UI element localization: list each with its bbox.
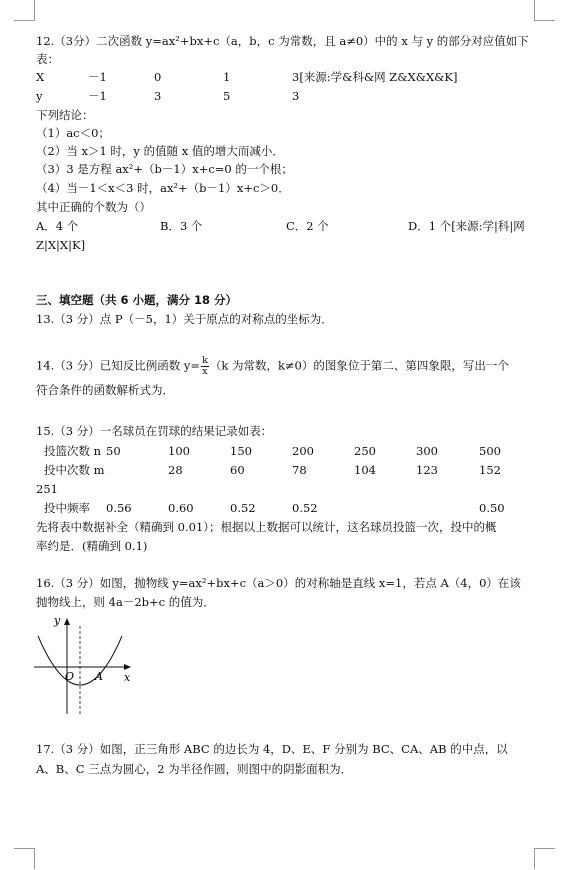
crop-mark-top-left [14, 0, 35, 21]
q12-intro: 下列结论： [36, 108, 94, 122]
q12-line2: 表： [36, 52, 59, 66]
q15-row1-label: 投篮次数 n [44, 444, 102, 458]
q15-line5: 先将表中数据补全（精确到 0.01）；根据以上数据可以统计，这名球员投篮一次，投中的概 [36, 520, 497, 534]
q15-row2-cell: 28 [168, 463, 183, 477]
q15-row1-cell: 150 [230, 444, 252, 458]
fig-label-a: A [95, 670, 103, 683]
fig-label-y: y [54, 614, 61, 627]
q15-row2-cell: 123 [416, 463, 438, 477]
q15-row3-cell: 0.52 [292, 501, 318, 515]
q16-line2: 抛物线上，则 4a－2b+c 的值为． [36, 595, 215, 609]
q15-row2-cell: 60 [230, 463, 245, 477]
crop-mark-bottom-left [14, 848, 35, 869]
q15-row2-wrap: 251 [36, 482, 58, 496]
crop-mark-top-right [534, 0, 555, 21]
q14-pre: 14.（3 分）已知反比例函数 y= [36, 358, 201, 373]
q14-line2: 符合条件的函数解析式为． [36, 383, 174, 397]
x-axis-arrow [124, 664, 131, 670]
q15-row2-cell: 152 [479, 463, 501, 477]
q12-option-a: A．4 个 [36, 219, 79, 233]
q12-conclusion-4: （4）当－1＜x＜3 时，ax²+（b－1）x+c＞0． [36, 181, 290, 195]
q12-ask: 其中正确的个数为（） [36, 200, 151, 214]
section-3-heading: 三、填空题（共 6 小题，满分 18 分） [36, 293, 238, 307]
q12-table-y-cell: 3 [154, 89, 162, 103]
fig-label-x: x [124, 671, 131, 684]
q15-row3-cell: 0.52 [230, 501, 256, 515]
q15-row1-cell: 200 [292, 444, 314, 458]
q15-row3-cell: 0.60 [168, 501, 194, 515]
q15-row2-cell: 104 [354, 463, 376, 477]
q12-option-d: D．1 个[来源:学|科|网 [408, 219, 525, 233]
q14-line1 [36, 356, 509, 377]
q14-fraction-den: x [202, 366, 208, 377]
q15-row2-cell: 78 [292, 463, 307, 477]
q12-table-x-cell: 3[来源:学&科&网 Z&X&X&K] [292, 70, 458, 84]
q12-option-c: C．2 个 [286, 219, 329, 233]
q12-table-x-cell: 0 [154, 70, 162, 84]
q15-row1-cell: 50 [106, 444, 121, 458]
q12-table-y-label: y [36, 89, 43, 103]
q14-post: （k 为常数，k≠0）的图象位于第二、第四象限，写出一个 [209, 358, 509, 373]
q12-conclusion-1: （1）ac＜0； [36, 126, 110, 140]
q15-row2-label: 投中次数 m [44, 463, 105, 477]
q12-option-b: B．3 个 [160, 219, 203, 233]
q13-text: 13.（3 分）点 P（－5，1）关于原点的对称点的坐标为． [36, 312, 333, 326]
q12-table-x-label: X [36, 70, 45, 84]
q14-fraction [201, 356, 209, 377]
q12-table-x-cell: 1 [223, 70, 231, 84]
fig-label-o: O [65, 670, 75, 683]
q12-table-y-cell: 3 [292, 89, 300, 103]
q15-row3-label: 投中频率 [44, 501, 90, 515]
q12-table-y-cell: 5 [223, 89, 231, 103]
q15-row3-cell: 0.50 [479, 501, 505, 515]
q12-conclusion-2: （2）当 x＞1 时，y 的值随 x 值的增大而减小． [36, 144, 284, 158]
q12-table-x-cell: －1 [88, 70, 107, 84]
q14-fraction-num: k [202, 355, 208, 366]
y-axis-arrow [64, 618, 70, 625]
q16-line1: 16.（3 分）如图，抛物线 y=ax²+bx+c（a＞0）的对称轴是直线 x=1，若点 A（4，0）在该 [36, 576, 521, 590]
q15-row1-cell: 250 [354, 444, 376, 458]
q17-line2: A、B、C 三点为圆心，2 为半径作圆，则图中的阴影面积为． [36, 762, 353, 776]
q12-conclusion-3: （3）3 是方程 ax²+（b－1）x+c=0 的一个根； [36, 162, 293, 176]
q12-table-y-cell: －1 [88, 89, 107, 103]
crop-mark-bottom-right [534, 848, 555, 869]
q15-row3-cell: 0.56 [106, 501, 132, 515]
q15-row1-cell: 100 [168, 444, 190, 458]
q15-row1-cell: 300 [416, 444, 438, 458]
q15-line6: 率约是．(精确到 0.1) [36, 539, 148, 553]
q15-line1: 15.（3 分）一名球员在罚球的结果记录如表： [36, 424, 273, 438]
q15-row1-cell: 500 [479, 444, 501, 458]
parabola-figure [32, 614, 138, 718]
q12-line1: 12.（3分）二次函数 y=ax²+bx+c（a，b，c 为常数，且 a≠0）中的 x 与 y 的部分对应值如下 [36, 34, 529, 48]
q17-line1: 17.（3 分）如图，正三角形 ABC 的边长为 4，D、E、F 分别为 BC、CA、AB 的中点，以 [36, 742, 508, 756]
q12-option-d-cont: Z|X|X|K] [36, 238, 86, 252]
